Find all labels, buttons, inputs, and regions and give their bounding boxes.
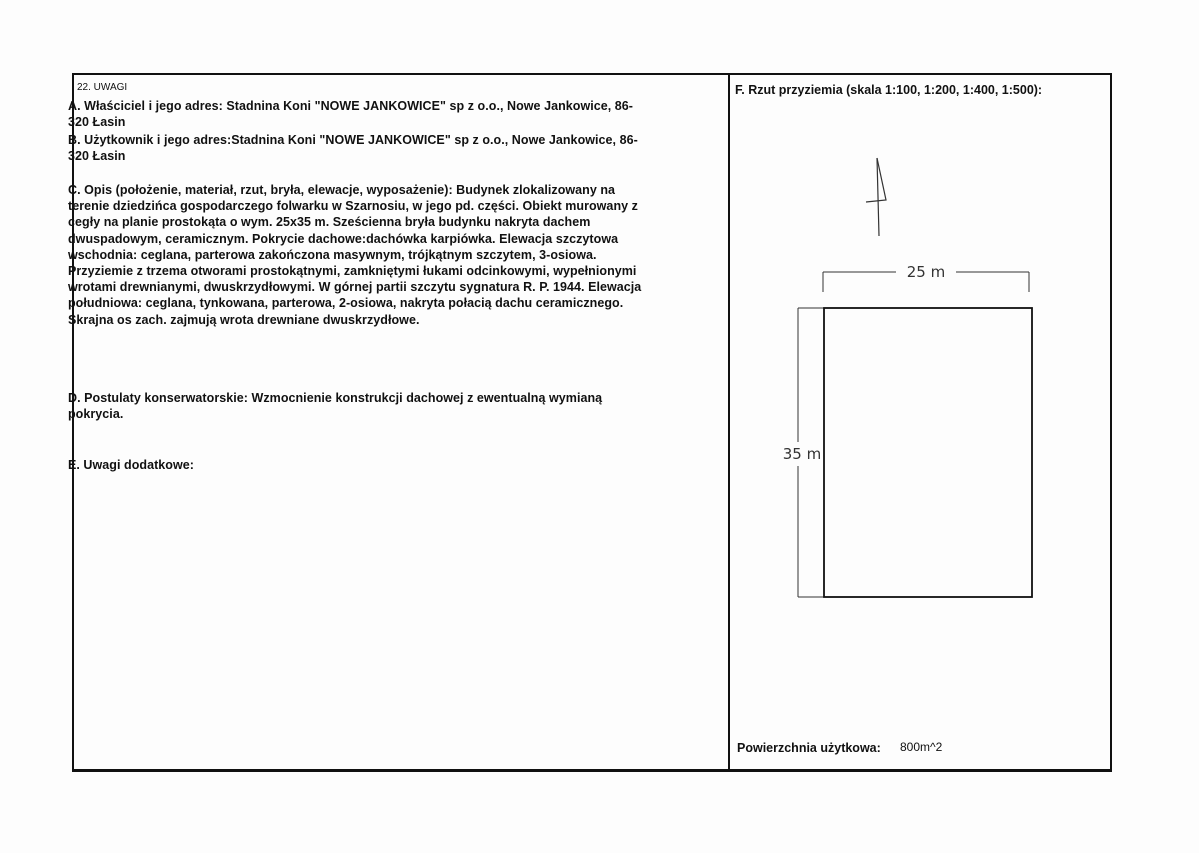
additional-remarks-section: E. Uwagi dodatkowe: <box>68 458 194 472</box>
floor-plan-heading: F. Rzut przyziemia (skala 1:100, 1:200, 1:400, 1:500): <box>735 83 1043 97</box>
floor-plan-drawing <box>760 150 1060 610</box>
usable-area-label: Powierzchnia użytkowa: <box>737 741 881 755</box>
column-divider <box>728 73 730 772</box>
width-label: 25 m <box>906 263 946 281</box>
owner-section: A. Właściciel i jego adres: Stadnina Koni "NOWE JANKOWICE" sp z o.o., Nowe Jankowice, 86- 320 Łasin <box>68 99 634 130</box>
uwagi-label: 22. UWAGI <box>77 82 128 93</box>
north-arrow-icon <box>866 158 886 236</box>
description-section: C. Opis (położenie, materiał, rzut, bryła, elewacje, wyposażenie): Budynek zlokalizowany na terenie dziedzińca gospodarczego folwarku w Szarnosiu, w jego pd. części. Obiekt murowany z cegły na planie prostokąta o wym. 25x35 m. Sześcienna bryła budynku nakryta dachem dwuspadowym, ceramicznym. Pokrycie dachowe:dachówka karpiówka. Elewacja szczytowa wschodnia: ceglana, parterowa zakończona masywnym, trójkątnym szczytem, 3-osiowa. Przyziemie z trzema otworami prostokątnymi, zamkniętymi łukami odcinkowymi, wypełnionymi wrotami drewnianymi, dwuskrzydłowymi. W górnej partii szczytu sygnatura R. P. 1944. Elewacja południowa: ceglana, tynkowana, parterowa, 2-osiowa, nakryta połacią dachu ceramicznego. Skrajna os zach. zajmują wrota drewniane dwuskrzydłowe. <box>68 183 642 327</box>
user-section: B. Użytkownik i jego adres:Stadnina Koni "NOWE JANKOWICE" sp z o.o., Nowe Jankowice, 86- 320 Łasin <box>68 133 638 164</box>
building-outline <box>824 308 1032 597</box>
conservation-postulates-section: D. Postulaty konserwatorskie: Wzmocnienie konstrukcji dachowej z ewentualną wymianą pokrycia. <box>68 391 603 422</box>
remarks-column <box>68 82 728 472</box>
usable-area-value: 800m^2 <box>900 740 943 754</box>
height-label: 35 m <box>782 445 822 463</box>
